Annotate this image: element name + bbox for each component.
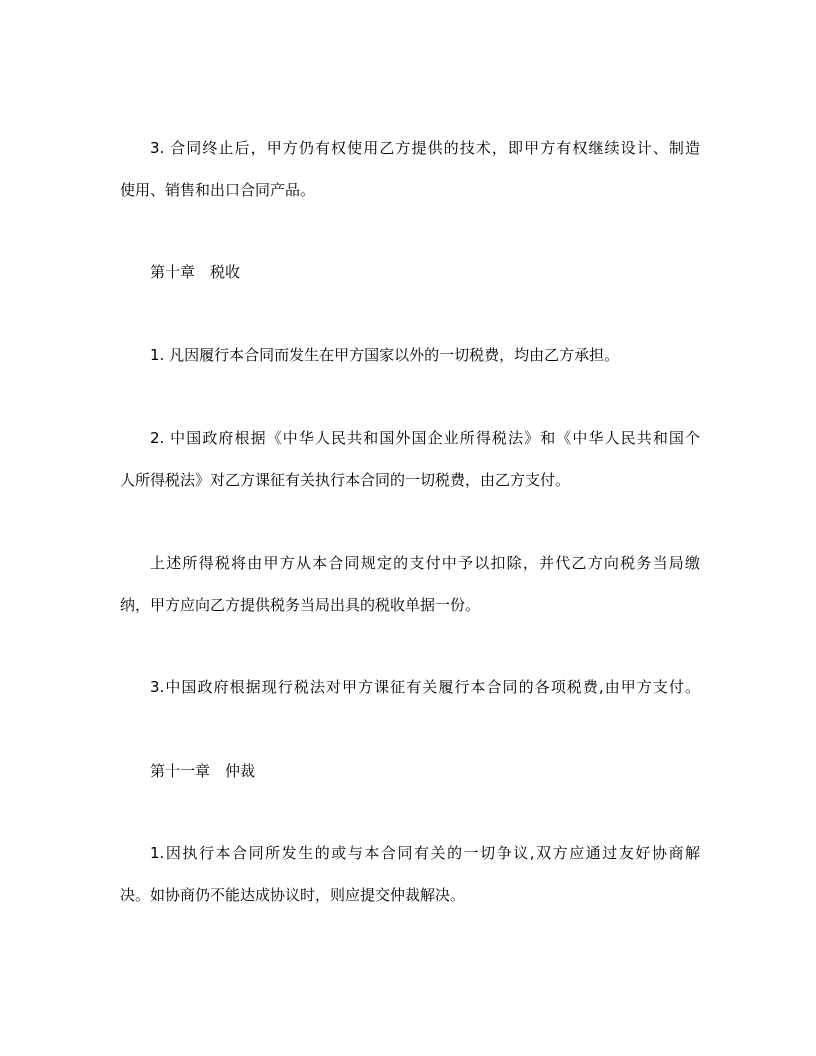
clause-3-line-2: 使用、销售和出口合同产品。 xyxy=(120,181,316,199)
chapter-11-heading: 第十一章 仲裁 xyxy=(150,762,256,780)
arbitration-clause-1-line-2: 决。如协商仍不能达成协议时，则应提交仲裁解决。 xyxy=(120,886,466,904)
tax-clause-3: 3.中国政府根据现行税法对甲方课征有关履行本合同的各项税费,由甲方支付。 xyxy=(150,678,700,696)
tax-clause-2-line-1: 2. 中国政府根据《中华人民共和国外国企业所得税法》和《中华人民共和国个 xyxy=(150,429,700,447)
tax-clause-1: 1. 凡因履行本合同而发生在甲方国家以外的一切税费，均由乙方承担。 xyxy=(150,346,620,364)
tax-clause-2-line-2: 人所得税法》对乙方课征有关执行本合同的一切税费，由乙方支付。 xyxy=(120,471,571,489)
chapter-10-heading: 第十章 税收 xyxy=(150,263,241,281)
withholding-line-2: 纳，甲方应向乙方提供税务当局出具的税收单据一份。 xyxy=(120,596,481,614)
clause-3-line-1: 3. 合同终止后，甲方仍有权使用乙方提供的技术，即甲方有权继续设计、制造 xyxy=(150,139,700,157)
withholding-line-1: 上述所得税将由甲方从本合同规定的支付中予以扣除，并代乙方向税务当局缴 xyxy=(150,554,700,572)
arbitration-clause-1-line-1: 1.因执行本合同所发生的或与本合同有关的一切争议,双方应通过友好协商解 xyxy=(150,844,700,862)
